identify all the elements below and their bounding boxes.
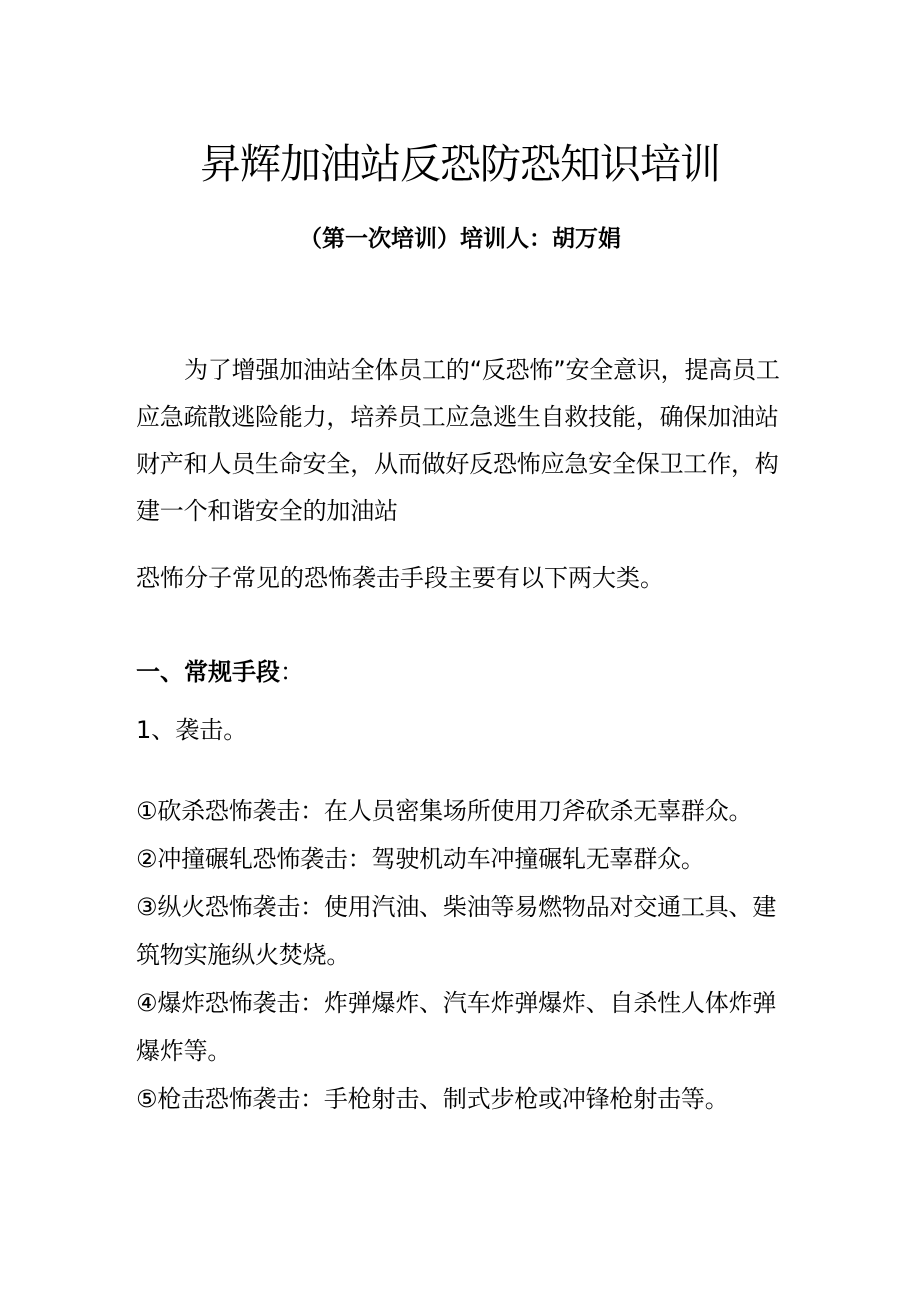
attack-item: ③纵火恐怖袭击：使用汽油、柴油等易燃物品对交通工具、建筑物实施纵火焚烧。 <box>136 893 777 969</box>
intro-paragraph: 为了增强加油站全体员工的“反恐怖”安全意识，提高员工应急疏散逃险能力，培养员工应急逃生自救技能，确保加油站财产和人员生命安全，从而做好反恐怖应急安全保卫工作，构建一个和谐安全的加油站 <box>136 356 780 525</box>
attack-item: ⑤枪击恐怖袭击：手枪射击、制式步枪或冲锋枪射击等。 <box>136 1085 729 1113</box>
attack-list <box>136 787 796 1123</box>
attack-item: ①砍杀恐怖袭击：在人员密集场所使用刀斧砍杀无辜群众。 <box>136 797 753 825</box>
attack-item: ②冲撞碾轧恐怖袭击：驾驶机动车冲撞碾轧无辜群众。 <box>136 845 705 873</box>
section-heading <box>136 654 796 690</box>
document-title: 昇辉加油站反恐防恐知识培训 <box>200 140 720 188</box>
item-heading: 1、袭击。 <box>136 716 248 744</box>
section-heading-colon: ： <box>280 658 304 686</box>
document-subtitle: （第一次培训）培训人：胡万娟 <box>299 226 621 252</box>
section-heading-text: 一、常规手段 <box>136 658 280 686</box>
summary-line: 恐怖分子常见的恐怖袭击手段主要有以下两大类。 <box>136 564 664 592</box>
attack-item: ④爆炸恐怖袭击：炸弹爆炸、汽车炸弹爆炸、自杀性人体炸弹爆炸等。 <box>136 989 777 1065</box>
